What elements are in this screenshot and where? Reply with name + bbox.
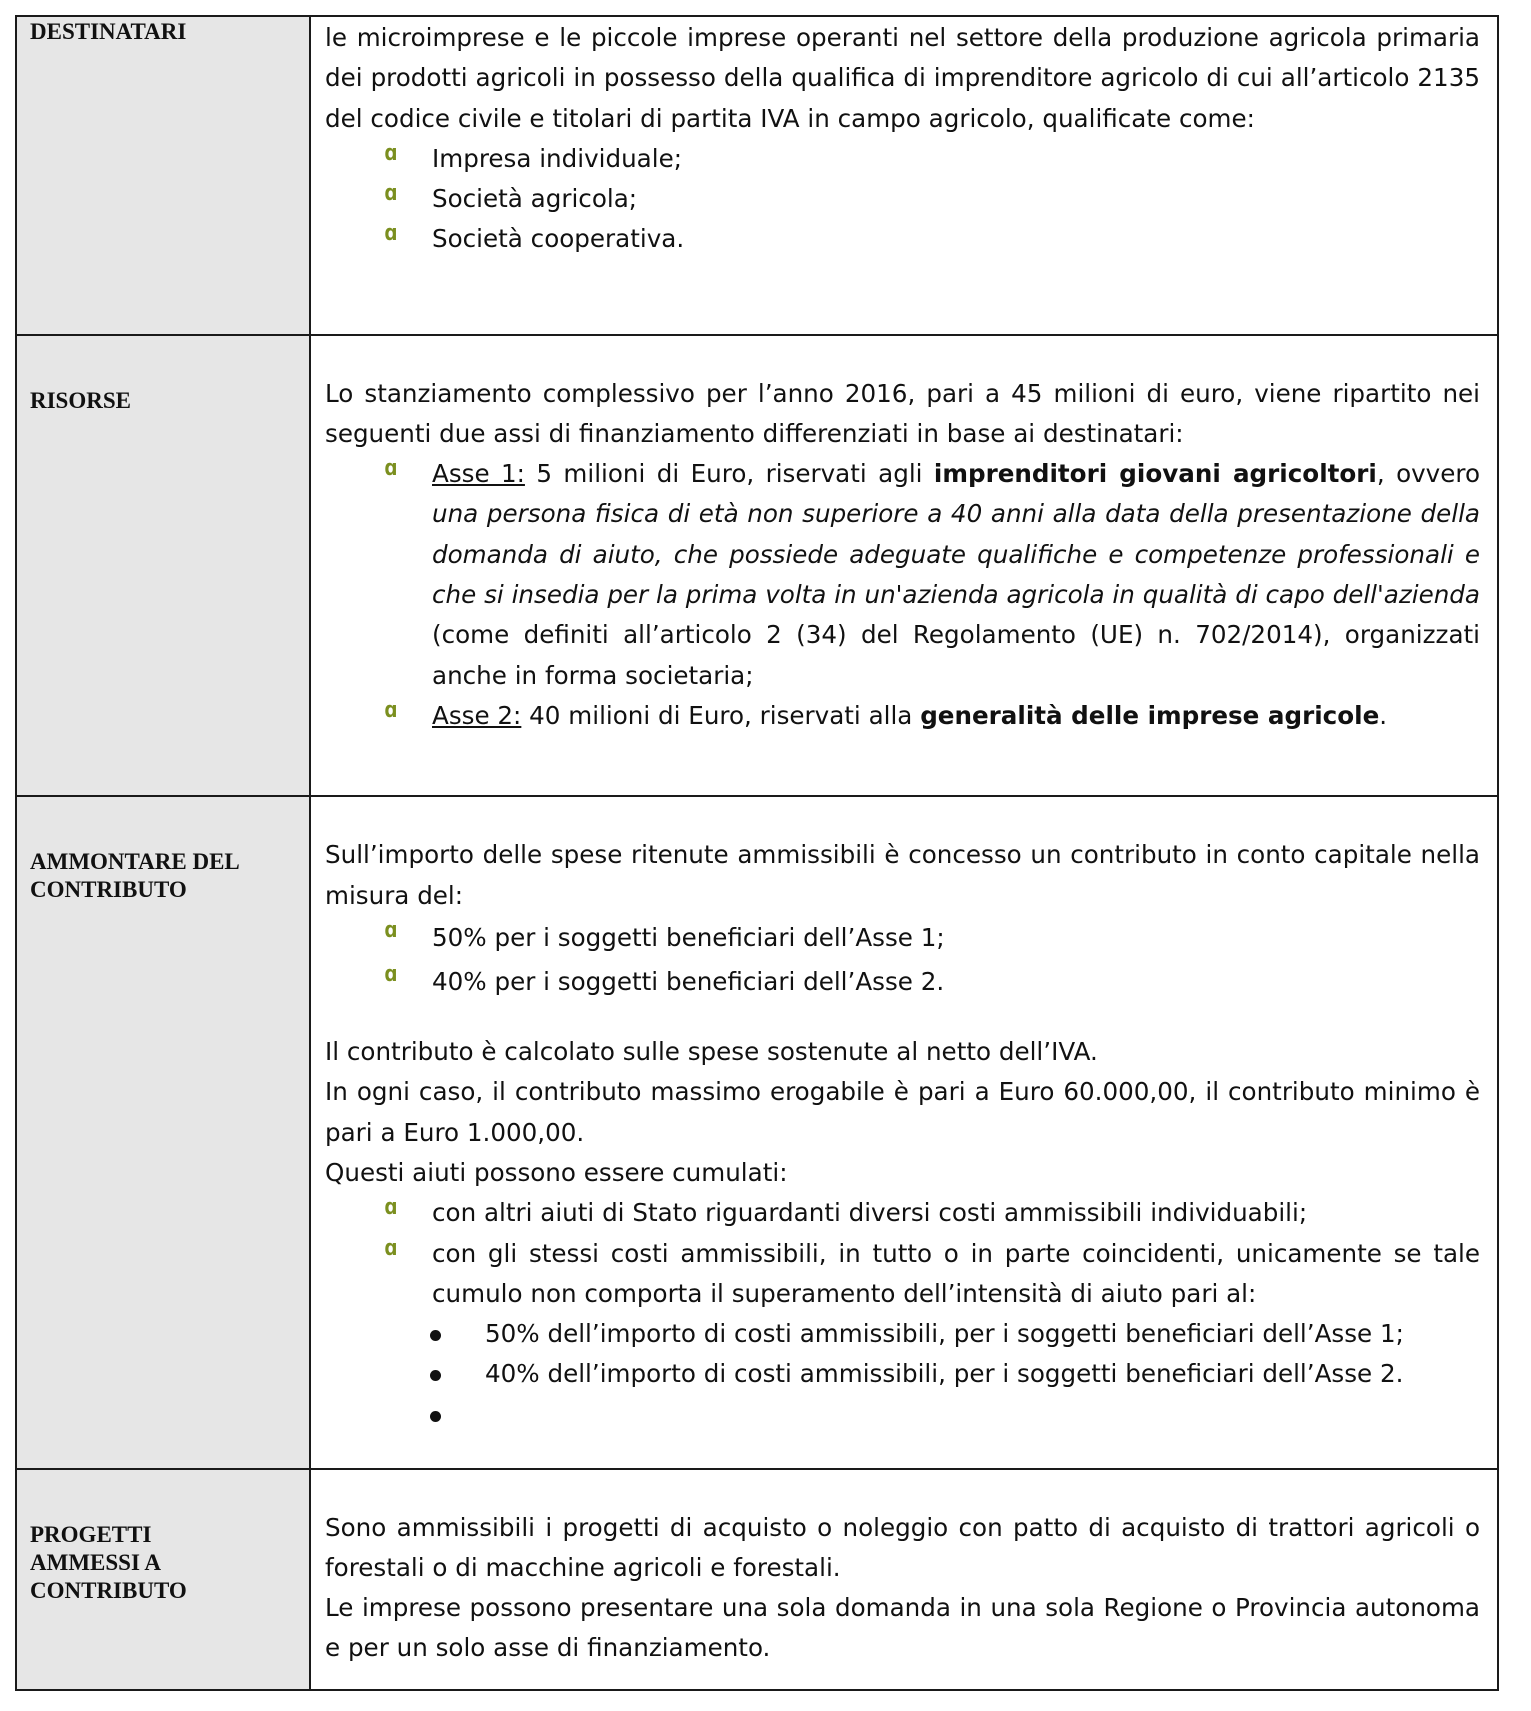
label-ammontare (16, 796, 310, 1468)
row-destinatari (16, 16, 1498, 335)
bullet-dot-icon (430, 1330, 441, 1341)
row-progetti (16, 1469, 1498, 1691)
list-item-asse1: ɑ Asse 1: 5 milioni di Euro, riservati agli imprenditori giovani agricoltori, ovvero una persona fisica di età non superiore a 40 anni alla data della presentazione della domanda di aiuto, che possiede adeguate qualifiche e competenze professionali e che si insedia per la prima volta in un'azienda agricola in qualità di capo dell'azienda (come definiti all’articolo 2 (34) del Regolamento (UE) n. 702/2014), organizzati anche in forma societaria; (384, 456, 1480, 690)
label-progetti (16, 1469, 310, 1691)
list-item: ɑ Impresa individuale; (384, 140, 682, 173)
list-item: ɑ Società agricola; (384, 181, 638, 214)
sub-item (485, 1395, 1480, 1433)
label-risorse (16, 335, 310, 797)
bullet-icon: ɑ (384, 697, 398, 723)
bullet-icon: ɑ (384, 1235, 398, 1261)
ammontare-p1: Il contributo è calcolato sulle spese sostenute al netto dell’IVA. (325, 1037, 1098, 1067)
bullet-dot-icon (430, 1370, 441, 1381)
label-text: DESTINATARI (30, 19, 187, 44)
info-table (15, 15, 1499, 1691)
row-ammontare (16, 796, 1498, 1468)
bullet-icon: ɑ (384, 456, 398, 482)
list-item-asse2: ɑ Asse 2: 40 milioni di Euro, riservati alla generalità delle imprese agricole. (384, 697, 1388, 730)
progetti-p2: Le imprese possono presentare una sola domanda in una sola Regione o Provincia autonoma e per un solo asse di finanziamento. (325, 1593, 1480, 1663)
list-item: ɑ 40% per i soggetti beneficiari dell’Asse 2. (384, 962, 945, 997)
ammontare-list (325, 916, 1480, 1004)
label-destinatari (16, 16, 310, 335)
content-risorse (310, 335, 1498, 797)
label-text: RISORSE (30, 387, 131, 413)
bullet-icon: ɑ (384, 962, 398, 988)
list-item: ɑ con altri aiuti di Stato riguardanti diversi costi ammissibili individuabili; (384, 1195, 1308, 1228)
sub-list (325, 1314, 1480, 1433)
row-risorse (16, 335, 1498, 797)
bullet-icon: ɑ (384, 140, 398, 166)
bullet-dot-icon (430, 1411, 441, 1422)
destinatari-list (325, 139, 1480, 260)
bullet-icon: ɑ (384, 181, 398, 207)
bullet-icon: ɑ (384, 1195, 398, 1221)
ammontare-intro: Sull’importo delle spese ritenute ammissibili è concesso un contributo in conto capitale nella misura del: (325, 840, 1480, 910)
ammontare-p3: Questi aiuti possono essere cumulati: (325, 1157, 788, 1187)
content-progetti (310, 1469, 1498, 1691)
destinatari-intro: le microimprese e le piccole imprese operanti nel settore della produzione agricola primaria dei prodotti agricoli in possesso della qualifica di imprenditore agricolo di cui all’articolo 2135 del codice civile e titolari di partita IVA in campo agricolo, qualificate come: (325, 23, 1480, 133)
content-ammontare (310, 796, 1498, 1468)
list-item: ɑ Società cooperativa. (384, 221, 685, 254)
sub-item: 40% dell’importo di costi ammissibili, per i soggetti beneficiari dell’Asse 2. (485, 1354, 1480, 1394)
list-item: ɑ con gli stessi costi ammissibili, in tutto o in parte coincidenti, unicamente se tale cumulo non comporta il superamento dell’intensità di aiuto pari al: (384, 1235, 1496, 1308)
risorse-intro: Lo stanziamento complessivo per l’anno 2016, pari a 45 milioni di euro, viene ripartito nei seguenti due assi di finanziamento differenziati in base ai destinatari: (325, 378, 1480, 448)
ammontare-p2: In ogni caso, il contributo massimo erogabile è pari a Euro 60.000,00, il contributo minimo è pari a Euro 1.000,00. (325, 1077, 1480, 1147)
progetti-p1: Sono ammissibili i progetti di acquisto o noleggio con patto di acquisto di trattori agricoli o forestali o di macchine agricoli e forestali. (325, 1512, 1480, 1582)
sub-item: 50% dell’importo di costi ammissibili, per i soggetti beneficiari dell’Asse 1; (485, 1314, 1480, 1354)
label-text: PROGETTI AMMESSI A CONTRIBUTO (30, 1521, 187, 1603)
list-item: ɑ 50% per i soggetti beneficiari dell’Asse 1; (384, 918, 945, 953)
bullet-icon: ɑ (384, 221, 398, 247)
content-destinatari (310, 16, 1498, 335)
cumul-list (325, 1193, 1496, 1314)
bullet-icon: ɑ (384, 918, 398, 944)
risorse-list (325, 454, 1480, 736)
label-text: AMMONTARE DEL CONTRIBUTO (30, 849, 239, 903)
